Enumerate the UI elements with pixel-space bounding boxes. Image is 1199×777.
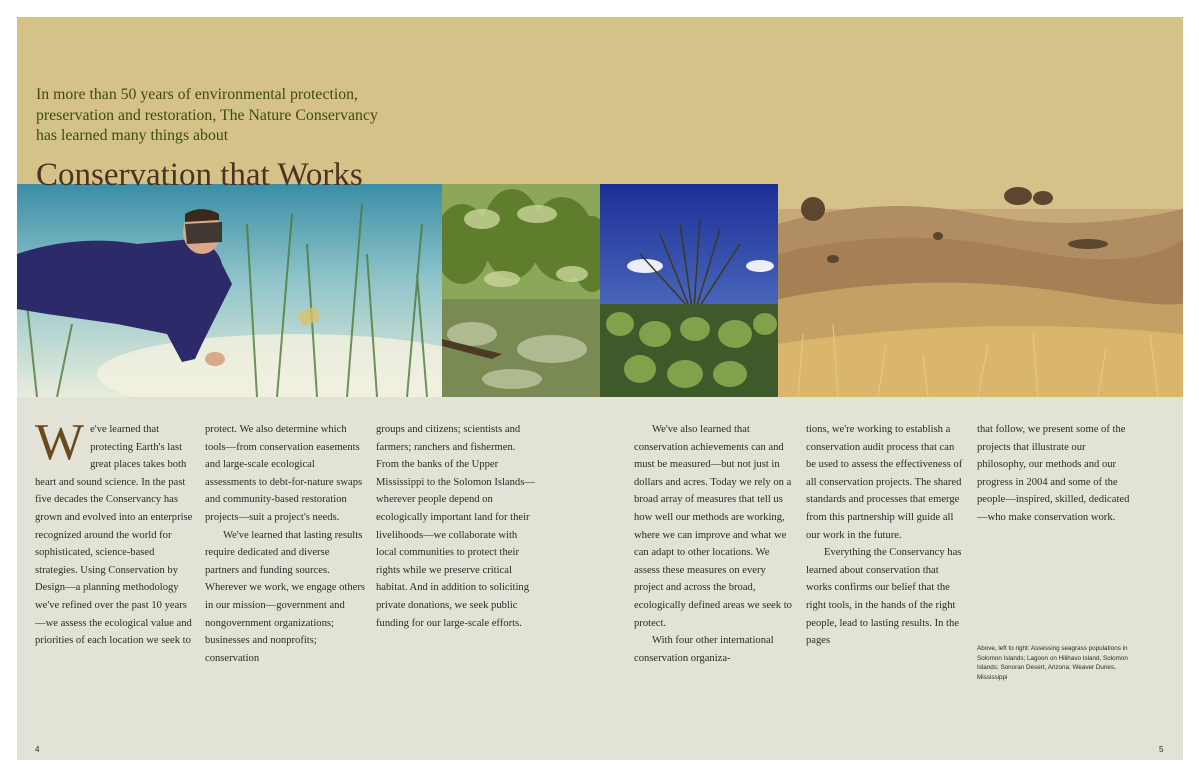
intro-line-2: preservation and restoration, The Nature Conservancy [36, 106, 378, 124]
body-paragraph: e've learned that protecting Earth's last great places takes both heart and sound science. In the past five decades the Conservancy has grown and evolved into an enterprise recognized around the world for sophisticated, science-based strategies. Using Conservation by Design—a planning methodology we've refined over the past 10 years—we assess the ecological value and priorities of each location we seek to [35, 424, 193, 647]
sonoran-desert-photo [600, 184, 778, 397]
body-paragraph: With four other international conservation organiza- [634, 635, 774, 664]
body-column-2 [205, 421, 365, 667]
body-paragraph: We've learned that lasting results require dedicated and diverse partners and funding sources. Wherever we work, we engage others in our mission—government and nongovernment organizations; businesses and nonprofits; conservation [205, 529, 366, 664]
body-paragraph: Everything the Conservancy has learned about conservation that works confirms our belief that the right tools, in the hands of the right people, lead to lasting results. In the pages [806, 547, 962, 647]
intro-line-3: has learned many things about [36, 127, 229, 145]
body-column-5 [806, 421, 966, 650]
body-column-6 [977, 421, 1137, 527]
intro-line-1: In more than 50 years of environmental protection, [36, 86, 358, 103]
magazine-spread [17, 17, 1183, 760]
body-column-3 [376, 421, 536, 632]
photo-caption: Above, left to right: Assessing seagrass populations in Solomon Islands; Lagoon on Hilihavo Island, Solomon Islands; Sonoran Desert, Arizona; Weaver Dunes, Mississippi [977, 645, 1128, 681]
body-paragraph: tions, we're working to establish a conservation audit process that can be used to assess the effectiveness of all conservation projects. The shared standards and processes that emerge from this partnership will guide all our work in the future. [806, 424, 963, 541]
intro-text [36, 85, 466, 147]
page-number-left: 4 [35, 745, 40, 754]
weaver-dunes-photo [778, 184, 1183, 397]
body-column-1 [35, 414, 195, 650]
page-number-right: 5 [1159, 745, 1164, 754]
body-paragraph: protect. We also determine which tools—from conservation easements and large-scale ecological assessments to debt-for-nature swaps and community-based restoration projects—suit a project's needs. [205, 424, 363, 523]
body-paragraph: that follow, we present some of the projects that illustrate our philosophy, our methods and our progress in 2004 and some of the people—inspired, skilled, dedicated—who make conservation work. [977, 424, 1130, 523]
page-title: Conservation that Works [36, 157, 363, 193]
body-column-4 [634, 421, 794, 667]
body-paragraph: groups and citizens; scientists and farmers; ranchers and fishermen. From the banks of the Upper Mississippi to the Solomon Islands—wherever people depend on ecologically important land for their livelihoods—we collaborate with local communities to protect their rights while we preserve critical habitat. And in addition to soliciting private donations, we seek public funding for our large-scale efforts. [376, 424, 535, 629]
photo-strip [17, 184, 1183, 397]
body-paragraph: We've also learned that conservation achievements can and must be measured—but not just in dollars and acres. Today we rely on a broad array of measures that tell us how well our methods are working, where we can improve and what we can adapt to other locations. We assess these measures on every project and across the broad, ecologically defined areas we seek to protect. [634, 424, 792, 629]
lagoon-palms-photo [442, 184, 600, 397]
seagrass-diver-photo [17, 184, 442, 397]
drop-cap: W [35, 414, 85, 471]
